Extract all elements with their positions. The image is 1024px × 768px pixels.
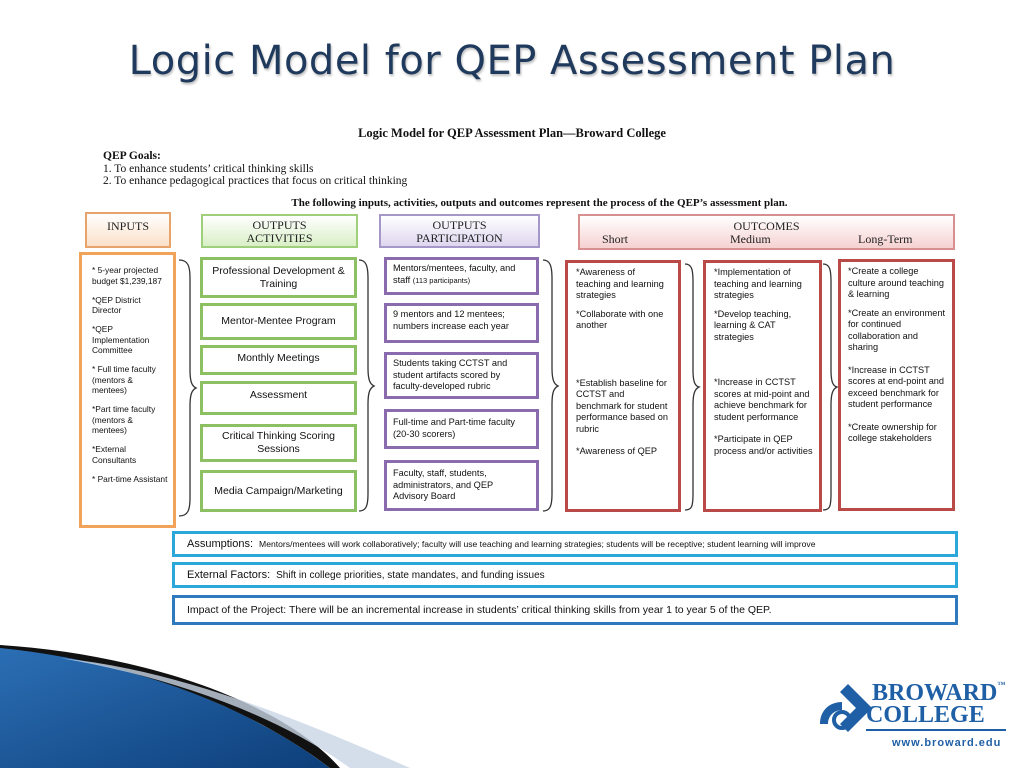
outcome-item: *Establish baseline for CCTST and benchmark for student performance based on rubric <box>576 377 668 434</box>
activity-box: Mentor-Mentee Program <box>200 303 357 340</box>
outcomes-short-box <box>565 260 681 512</box>
outcome-item: *Create a college culture around teaching & learning <box>848 266 945 299</box>
participation-text: Faculty, staff, students, administrators, and QEP Advisory Board <box>393 468 493 501</box>
header-inputs-label: INPUTS <box>106 219 149 233</box>
header-label: OUTCOMES <box>733 219 800 233</box>
outcome-item: *Awareness of QEP <box>576 446 658 456</box>
qep-goals <box>103 150 407 188</box>
goals-heading: QEP Goals: <box>103 150 161 162</box>
outcome-item: *Create an environment for continued collaboration and sharing <box>848 307 946 352</box>
outcome-item: *Awareness of teaching and learning strategies <box>576 267 664 300</box>
left-brace-icon <box>176 258 198 518</box>
header-outcomes <box>578 214 955 250</box>
logo-line-college: COLLEGE <box>866 702 985 728</box>
activity-box: Critical Thinking Scoring Sessions <box>200 424 357 462</box>
activity-box: Media Campaign/Marketing <box>200 470 357 512</box>
input-item: * 5-year projected budget $1,239,187 <box>92 265 162 286</box>
input-item: *QEP District Director <box>92 294 141 315</box>
input-item: *Part time faculty (mentors & mentees) <box>92 404 156 435</box>
outcomes-medium-box <box>703 260 822 512</box>
participation-text: Mentors/mentees, faculty, and staff <box>393 263 516 285</box>
outcomes-long-term-box <box>838 259 955 511</box>
impact-text: Impact of the Project: There will be an incremental increase in students’ critical thinking skills from year 1 to year 5 of the QEP. <box>187 604 772 616</box>
process-statement: The following inputs, activities, outputs and outcomes represent the process of the QEP’s assessment plan. <box>291 197 788 209</box>
goal-item: 2. To enhance pedagogical practices that focus on critical thinking <box>103 175 408 187</box>
header-label: OUTPUTS <box>432 218 487 232</box>
inputs-box <box>79 252 176 528</box>
right-brace-icon <box>540 258 562 513</box>
right-brace-icon <box>356 258 378 513</box>
activity-box: Professional Development & Training <box>200 257 357 298</box>
header-inputs <box>85 212 171 248</box>
participation-box <box>384 303 539 343</box>
impact-bar <box>172 595 958 625</box>
document-title: Logic Model for QEP Assessment Plan—Broward College <box>358 126 666 140</box>
participation-text: Students taking CCTST and student artifacts scored by faculty-developed rubric <box>393 358 508 391</box>
header-long-term: Long-Term <box>858 232 913 246</box>
header-label: PARTICIPATION <box>416 231 503 245</box>
input-item: *QEP Implementation Committee <box>92 324 150 355</box>
logo-text: BROWARD <box>872 680 998 706</box>
logo-divider <box>866 729 1006 731</box>
participation-count: (113 participants) <box>412 275 471 285</box>
right-brace-icon <box>820 262 840 512</box>
participation-text: 9 mentors and 12 mentees; numbers increase each year <box>393 309 509 331</box>
input-item: * Full time faculty (mentors & mentees) <box>92 364 156 395</box>
outcome-item: *Increase in CCTST scores at mid-point and achieve benchmark for student performance <box>714 377 810 422</box>
header-label: ACTIVITIES <box>246 231 313 245</box>
outcome-item: *Increase in CCTST scores at end-point and exceed benchmark for student performance <box>848 364 945 409</box>
activity-box: Assessment <box>200 381 357 415</box>
corner-swoosh <box>0 640 420 768</box>
header-short: Short <box>602 232 629 246</box>
header-outputs-participation <box>379 214 540 248</box>
header-label: OUTPUTS <box>252 218 307 232</box>
outcome-item: *Collaborate with one another <box>576 308 664 330</box>
activity-box: Monthly Meetings <box>200 345 357 375</box>
input-item: * Part-time Assistant <box>92 473 168 484</box>
outcome-item: *Implementation of teaching and learning strategies <box>714 267 802 300</box>
external-factors-text: Shift in college priorities, state mandates, and funding issues <box>276 569 545 581</box>
participation-text: Full-time and Part-time faculty (20-30 scorers) <box>393 417 516 439</box>
outcome-item: *Participate in QEP process and/or activities <box>714 434 813 456</box>
header-outputs-activities <box>201 214 358 248</box>
goal-item: 1. To enhance students’ critical thinking skills <box>103 162 314 175</box>
participation-box <box>384 352 539 399</box>
right-brace-icon <box>682 262 702 512</box>
input-item: *External Consultants <box>92 444 137 465</box>
header-medium: Medium <box>730 232 771 246</box>
assumptions-label: Assumptions: <box>187 538 254 550</box>
external-factors-label: External Factors: <box>187 569 271 581</box>
external-factors-bar <box>172 562 958 588</box>
logo-url: www.broward.edu <box>892 737 1002 749</box>
outcome-item: *Develop teaching, learning & CAT strategies <box>714 308 792 342</box>
outcome-item: *Create ownership for college stakeholders <box>848 421 937 443</box>
participation-box <box>384 409 539 449</box>
slide-title: Logic Model for QEP Assessment Plan <box>128 38 896 84</box>
participation-box <box>384 460 539 511</box>
participation-box <box>384 257 539 295</box>
trademark-symbol: ™ <box>997 680 1006 689</box>
assumptions-bar <box>172 531 958 557</box>
assumptions-text: Mentors/mentees will work collaboratively; faculty will use teaching and learning strategies; students will be receptive; student learning will improve <box>259 539 816 549</box>
